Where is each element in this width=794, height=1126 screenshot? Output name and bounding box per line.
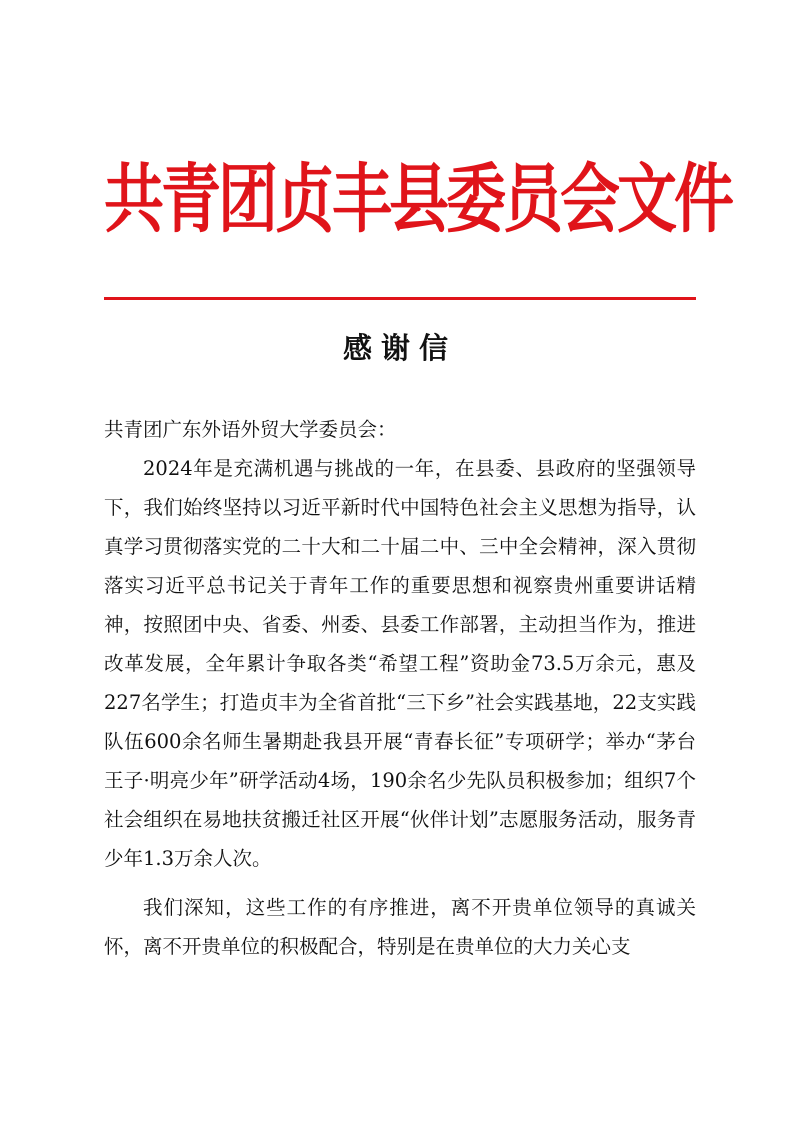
- letter-body: [104, 410, 696, 966]
- document-letterhead-title: 共青团贞丰县委员会文件: [104, 156, 731, 244]
- letter-title: 感谢信: [342, 331, 457, 365]
- letter-paragraph-1: 2024年是充满机遇与挑战的一年，在县委、县政府的坚强领导下，我们始终坚持以习近平新时代中国特色社会主义思想为指导，认真学习贯彻落实党的二十大和二十届二中、三中全会精神，深入贯彻落实习近平总书记关于青年工作的重要思想和视察贵州重要讲话精神，按照团中央、省委、州委、县委工作部署，主动担当作为，推进改革发展，全年累计争取各类“希望工程”资助金73.5万余元，惠及227名学生；打造贞丰为全省首批“三下乡”社会实践基地，22支实践队伍600余名师生暑期赴我县开展“青春长征”专项研学；举办“茅台王子·明亮少年”研学活动4场，190余名少先队员积极参加；组织7个社会组织在易地扶贫搬迁社区开展“伙伴计划”志愿服务活动，服务青少年1.3万余人次。: [104, 457, 696, 870]
- letter-recipient: 共青团广东外语外贸大学委员会：: [104, 418, 397, 441]
- letterhead-red-divider: [104, 297, 696, 300]
- letter-paragraph-2: 我们深知，这些工作的有序推进，离不开贵单位领导的真诚关怀，离不开贵单位的积极配合，特别是在贵单位的大力关心支: [104, 896, 696, 958]
